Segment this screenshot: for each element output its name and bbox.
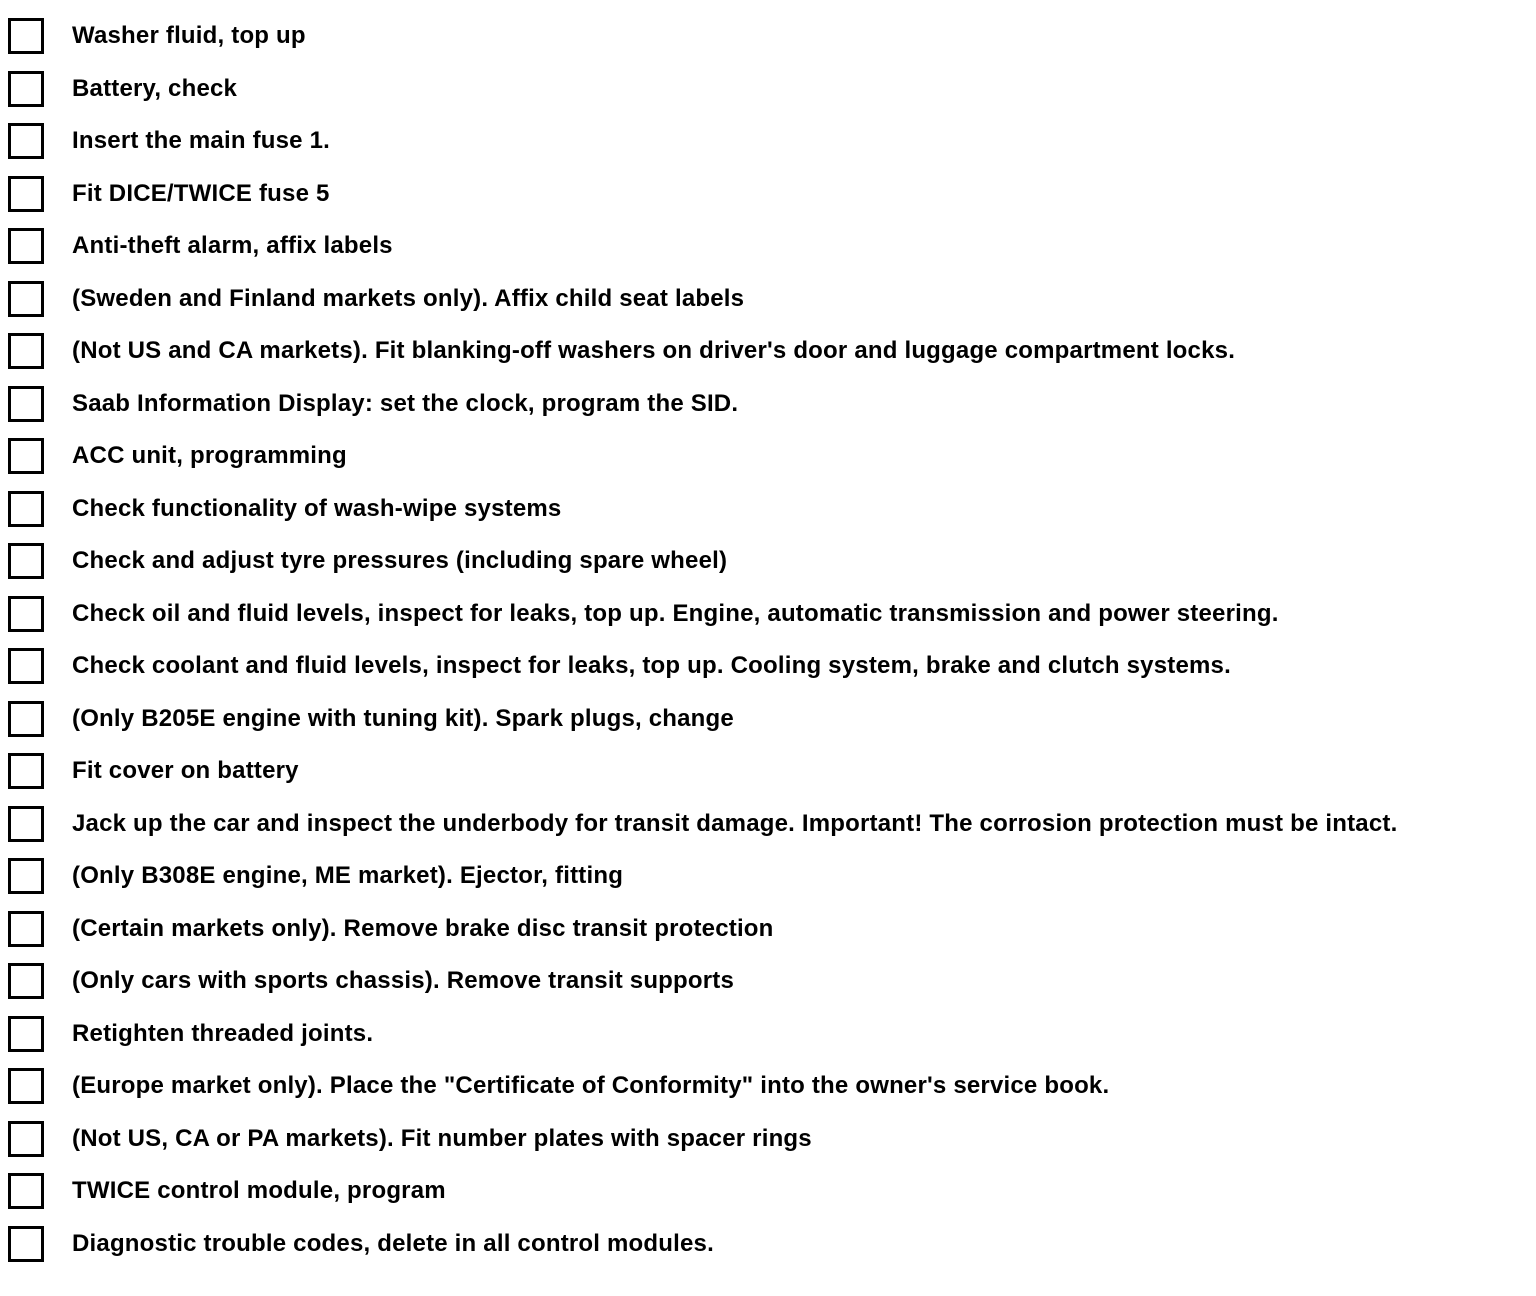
checklist-item: [8, 640, 1528, 693]
checklist-item-label: (Only B308E engine, ME market). Ejector, fitting: [72, 862, 624, 890]
checkbox[interactable]: [8, 648, 44, 684]
checklist-item: [8, 1060, 1528, 1113]
checklist-item: [8, 220, 1528, 273]
checkbox[interactable]: [8, 806, 44, 842]
checklist-item-label: Check functionality of wash-wipe systems: [72, 494, 562, 522]
checkbox[interactable]: [8, 386, 44, 422]
checklist-item: [8, 483, 1528, 536]
checklist-item-label: (Europe market only). Place the "Certificate of Conformity" into the owner's service book.: [72, 1072, 1110, 1100]
checkbox[interactable]: [8, 333, 44, 369]
checklist-item-label: Check coolant and fluid levels, inspect for leaks, top up. Cooling system, brake and clutch systems.: [72, 652, 1231, 680]
checklist-item-label: Anti-theft alarm, affix labels: [72, 232, 393, 260]
checkbox[interactable]: [8, 753, 44, 789]
checklist-item: [8, 115, 1528, 168]
checkbox[interactable]: [8, 71, 44, 107]
checklist-item-label: (Not US and CA markets). Fit blanking-off washers on driver's door and luggage compartment locks.: [72, 337, 1236, 365]
checkbox[interactable]: [8, 543, 44, 579]
checklist-item: [8, 1218, 1528, 1271]
checklist-item: [8, 903, 1528, 956]
checkbox[interactable]: [8, 1173, 44, 1209]
checklist-item: [8, 693, 1528, 746]
checklist-item-label: ACC unit, programming: [72, 442, 347, 470]
checklist-item-label: Fit cover on battery: [72, 757, 299, 785]
checklist-item: [8, 1113, 1528, 1166]
checklist-item: [8, 63, 1528, 116]
checklist-item-label: Check oil and fluid levels, inspect for leaks, top up. Engine, automatic transmission and power steering.: [72, 599, 1279, 627]
checklist: [8, 10, 1528, 1270]
checkbox[interactable]: [8, 1226, 44, 1262]
checkbox[interactable]: [8, 1068, 44, 1104]
checkbox[interactable]: [8, 176, 44, 212]
checkbox[interactable]: [8, 281, 44, 317]
checkbox[interactable]: [8, 123, 44, 159]
checklist-item: [8, 378, 1528, 431]
checkbox[interactable]: [8, 228, 44, 264]
checklist-item-label: Fit DICE/TWICE fuse 5: [72, 179, 330, 207]
checklist-item: [8, 10, 1528, 63]
checklist-item: [8, 1008, 1528, 1061]
checklist-item: [8, 325, 1528, 378]
checklist-item: [8, 1165, 1528, 1218]
checkbox[interactable]: [8, 701, 44, 737]
checklist-item-label: (Only B205E engine with tuning kit). Spark plugs, change: [72, 704, 734, 732]
checklist-item: [8, 745, 1528, 798]
checklist-item-label: Insert the main fuse 1.: [72, 127, 331, 155]
checklist-item-label: Saab Information Display: set the clock, program the SID.: [72, 389, 739, 417]
checkbox[interactable]: [8, 1121, 44, 1157]
checklist-item: [8, 798, 1528, 851]
checkbox[interactable]: [8, 858, 44, 894]
checklist-item-label: Check and adjust tyre pressures (including spare wheel): [72, 547, 728, 575]
checklist-item-label: (Sweden and Finland markets only). Affix child seat labels: [72, 284, 745, 312]
checklist-item-label: Diagnostic trouble codes, delete in all control modules.: [72, 1229, 714, 1257]
checklist-item-label: Washer fluid, top up: [72, 22, 306, 50]
checklist-item: [8, 588, 1528, 641]
checklist-item: [8, 535, 1528, 588]
checklist-item-label: Retighten threaded joints.: [72, 1019, 374, 1047]
checklist-item-label: (Not US, CA or PA markets). Fit number plates with spacer rings: [72, 1124, 812, 1152]
checklist-item-label: (Certain markets only). Remove brake disc transit protection: [72, 914, 774, 942]
checklist-item-label: Jack up the car and inspect the underbody for transit damage. Important! The corrosion protection must be intact.: [72, 809, 1398, 837]
checklist-item: [8, 273, 1528, 326]
checklist-item: [8, 168, 1528, 221]
checkbox[interactable]: [8, 1016, 44, 1052]
checkbox[interactable]: [8, 438, 44, 474]
checklist-item-label: TWICE control module, program: [72, 1177, 446, 1205]
checkbox[interactable]: [8, 18, 44, 54]
checklist-item: [8, 430, 1528, 483]
checkbox[interactable]: [8, 491, 44, 527]
checklist-item: [8, 850, 1528, 903]
checklist-item: [8, 955, 1528, 1008]
checkbox[interactable]: [8, 963, 44, 999]
checklist-item-label: Battery, check: [72, 74, 238, 102]
checkbox[interactable]: [8, 911, 44, 947]
checkbox[interactable]: [8, 596, 44, 632]
checklist-item-label: (Only cars with sports chassis). Remove transit supports: [72, 967, 735, 995]
